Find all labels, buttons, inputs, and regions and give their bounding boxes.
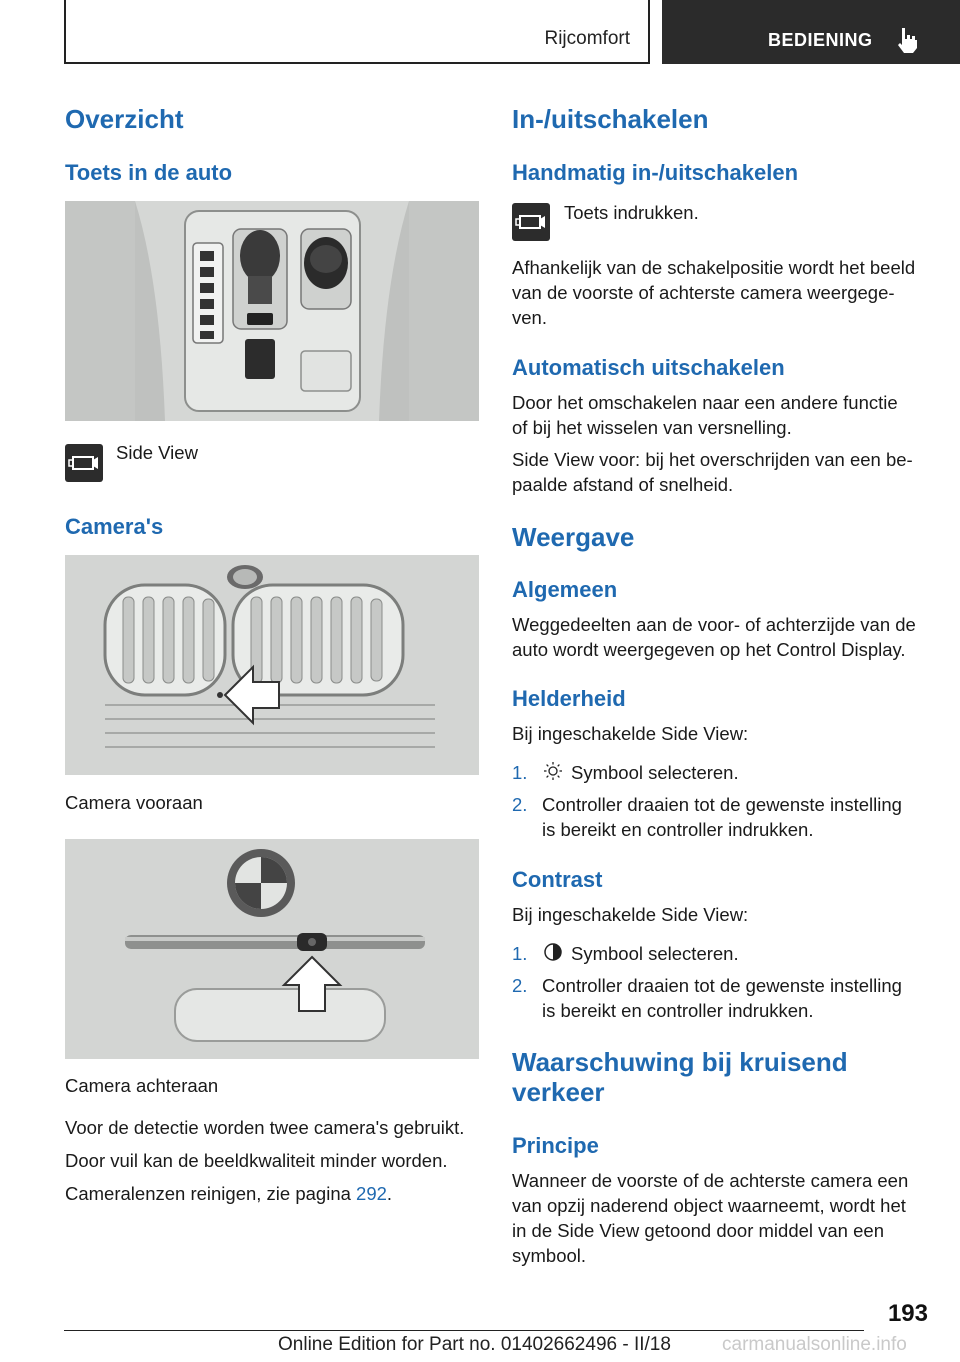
general-line2: auto wordt weergegeven op het Control Display. (512, 639, 906, 660)
pointing-hand-icon (894, 26, 920, 54)
caption-rear-camera: Camera achteraan (65, 1075, 219, 1096)
footer-edition: Online Edition for Part no. 01402662496 - II/18 (278, 1334, 671, 1355)
side-view-button-icon-2 (512, 203, 550, 241)
contrast-step2-num: 2. (512, 975, 528, 996)
brightness-step2-line2: is bereikt en controller indrukken. (542, 819, 814, 840)
heading-brightness: Helderheid (512, 686, 626, 711)
manual-para-line2: van de voorste of achterste camera weergege- (512, 282, 895, 303)
principle-line1: Wanneer de voorste of de achterste camera een (512, 1170, 909, 1191)
caption-front-camera: Camera vooraan (65, 792, 203, 813)
principle-line3: in de Side View getoond door middel van een (512, 1220, 884, 1241)
contrast-step1-num: 1. (512, 943, 528, 964)
para-dirt-quality: Door vuil kan de beeldkwaliteit minder worden. (65, 1150, 448, 1171)
manual-action-text: Toets indrukken. (564, 202, 699, 223)
contrast-step1-text: Symbool selecteren. (571, 943, 739, 964)
heading-cameras: Camera's (65, 514, 164, 539)
brightness-sun-icon (543, 761, 563, 781)
heading-cross-traffic-line1: Waarschuwing bij kruisend (512, 1047, 848, 1077)
heading-overview: Overzicht (65, 104, 184, 134)
page-link-292[interactable]: 292 (356, 1183, 387, 1204)
contrast-step2-line1: Controller draaien tot de gewenste instelling (542, 975, 902, 996)
brightness-step2-num: 2. (512, 794, 528, 815)
brightness-step1-text: Symbool selecteren. (571, 762, 739, 783)
photo-rear-camera (65, 839, 479, 1059)
photo-center-console (65, 201, 479, 421)
auto-para2-line2: paalde afstand of snelheid. (512, 474, 734, 495)
heading-switch-on-off: In-/uitschakelen (512, 104, 709, 134)
principle-line2: van opzij naderend object waarneemt, wordt het (512, 1195, 906, 1216)
manual-para-line3: ven. (512, 307, 547, 328)
header-section-title: Rijcomfort (544, 28, 630, 49)
heading-manual-switch: Handmatig in-/uitschakelen (512, 160, 799, 185)
contrast-intro: Bij ingeschakelde Side View: (512, 904, 749, 925)
heading-general: Algemeen (512, 577, 618, 602)
side-view-label: Side View (116, 442, 198, 463)
heading-display: Weergave (512, 522, 635, 552)
brightness-step2-line1: Controller draaien tot de gewenste instelling (542, 794, 902, 815)
header-section-box (64, 0, 650, 64)
page-number: 193 (887, 1300, 928, 1327)
header-chapter-tab (662, 0, 960, 64)
brightness-step1-num: 1. (512, 762, 528, 783)
auto-para1-line1: Door het omschakelen naar een andere functie (512, 392, 898, 413)
heading-button-in-car: Toets in de auto (65, 160, 233, 185)
auto-para1-line2: of bij het wisselen van versnelling. (512, 417, 792, 438)
photo-front-camera (65, 555, 479, 775)
contrast-step2-line2: is bereikt en controller indrukken. (542, 1000, 814, 1021)
side-view-button-icon (65, 444, 103, 482)
heading-cross-traffic-line2: verkeer (512, 1077, 605, 1107)
para-clean-lenses (65, 1181, 392, 1206)
manual-para-line1: Afhankelijk van de schakelpositie wordt het beeld (512, 257, 916, 278)
heading-principle: Principe (512, 1133, 599, 1158)
watermark: carmanualsonline.info (722, 1334, 907, 1355)
contrast-icon (543, 942, 563, 962)
para-clean-lenses-text: Cameralenzen reinigen, zie pagina (65, 1183, 357, 1204)
header-chapter-title: BEDIENING (768, 30, 873, 50)
heading-contrast: Contrast (512, 867, 603, 892)
para-clean-lenses-suffix: . (386, 1183, 393, 1204)
principle-line4: symbool. (512, 1245, 587, 1266)
general-line1: Weggedeelten aan de voor- of achterzijde van de (512, 614, 916, 635)
brightness-intro: Bij ingeschakelde Side View: (512, 723, 749, 744)
para-two-cameras: Voor de detectie worden twee camera's gebruikt. (65, 1117, 465, 1138)
footer-rule (64, 1330, 864, 1331)
auto-para2-line1: Side View voor: bij het overschrijden van een be- (512, 449, 913, 470)
heading-auto-switch-off: Automatisch uitschakelen (512, 355, 785, 380)
